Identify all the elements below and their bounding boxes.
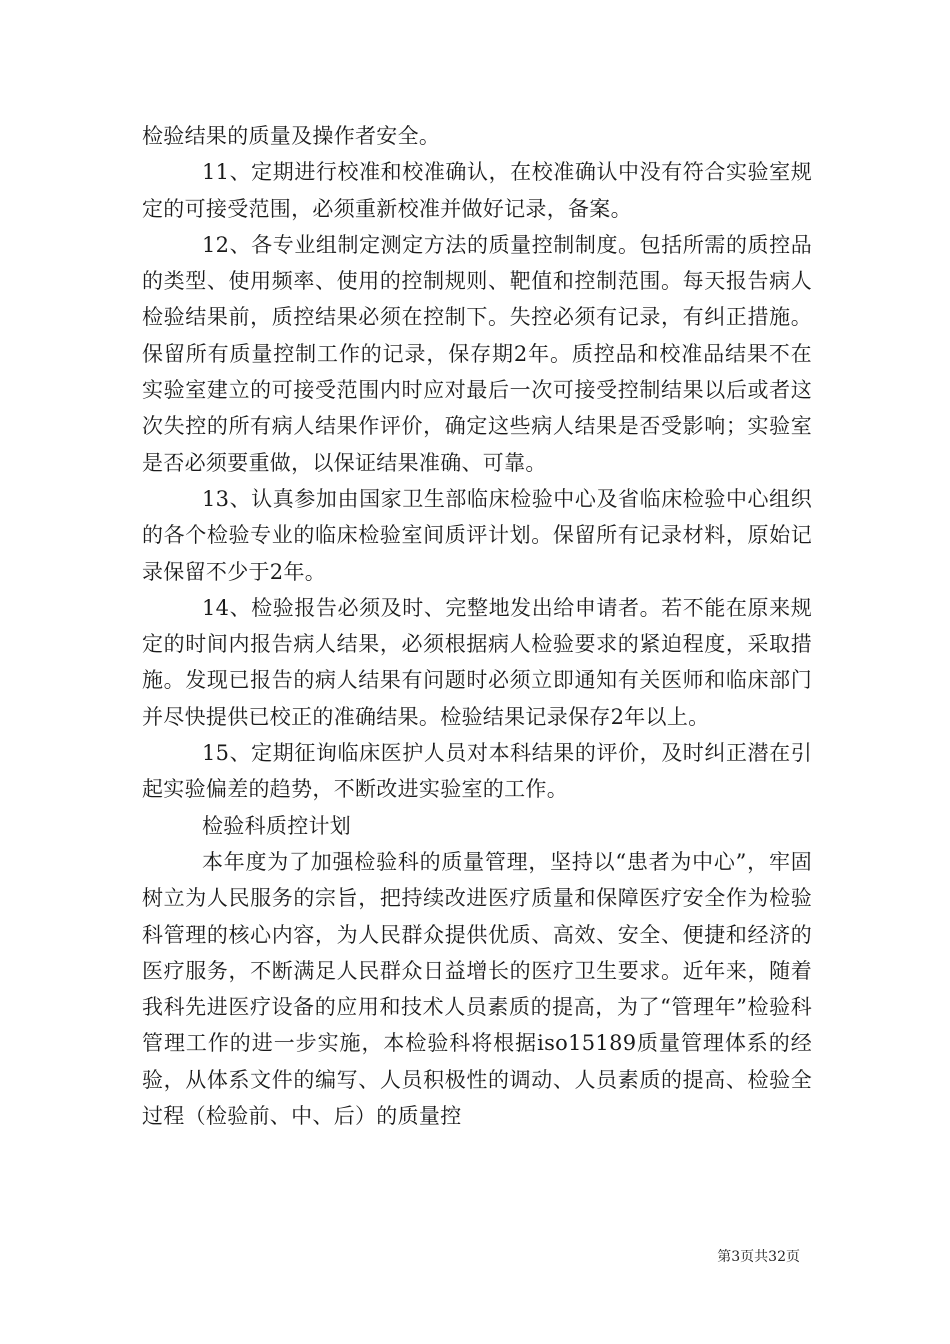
paragraph-item-15: 15、定期征询临床医护人员对本科结果的评价，及时纠正潜在引起实验偏差的趋势，不断改进实验室的工作。 bbox=[142, 741, 812, 802]
paragraph-item-11: 11、定期进行校准和校准确认，在校准确认中没有符合实验室规定的可接受范围，必须重新校准并做好记录，备案。 bbox=[142, 160, 812, 221]
paragraph-item-13: 13、认真参加由国家卫生部临床检验中心及省临床检验中心组织的各个检验专业的临床检验室间质评计划。保留所有记录材料，原始记录保留不少于2年。 bbox=[142, 486, 812, 584]
paragraph-continuation: 检验结果的质量及操作者安全。 bbox=[142, 124, 441, 148]
page-number-label: 第3页共32页 bbox=[717, 1249, 800, 1265]
paragraph-item-14: 14、检验报告必须及时、完整地发出给申请者。若不能在原来规定的时间内报告病人结果，必须根据病人检验要求的紧迫程度，采取措施。发现已报告的病人结果有问题时必须立即通知有关医师和临床部门并尽快提供已校正的准确结果。检验结果记录保存2年以上。 bbox=[142, 595, 812, 729]
section-heading: 检验科质控计划 bbox=[202, 813, 352, 838]
page-footer bbox=[717, 1246, 800, 1266]
paragraph-item-12: 12、各专业组制定测定方法的质量控制制度。包括所需的质控品的类型、使用频率、使用的控制规则、靶值和控制范围。每天报告病人检验结果前，质控结果必须在控制下。失控必须有记录，有纠正措施。保留所有质量控制工作的记录，保存期2年。质控品和校准品结果不在实验室建立的可接受范围内时应对最后一次可接受控制结果以后或者这次失控的所有病人结果作评价，确定这些病人结果是否受影响；实验室是否必须要重做，以保证结果准确、可靠。 bbox=[142, 232, 812, 475]
paragraph-intro: 本年度为了加强检验科的质量管理，坚持以“患者为中心”，牢固树立为人民服务的宗旨，把持续改进医疗质量和保障医疗安全作为检验科管理的核心内容，为人民群众提供优质、高效、安全、便捷和经济的医疗服务，不断满足人民群众日益增长的医疗卫生要求。近年来，随着我科先进医疗设备的应用和技术人员素质的提高，为了“管理年”检验科管理工作的进一步实施，本检验科将根据iso15189质量管理体系的经验，从体系文件的编写、人员积极性的调动、人员素质的提高、检验全过程（检验前、中、后）的质量控 bbox=[142, 849, 812, 1129]
document-body bbox=[142, 118, 812, 1134]
